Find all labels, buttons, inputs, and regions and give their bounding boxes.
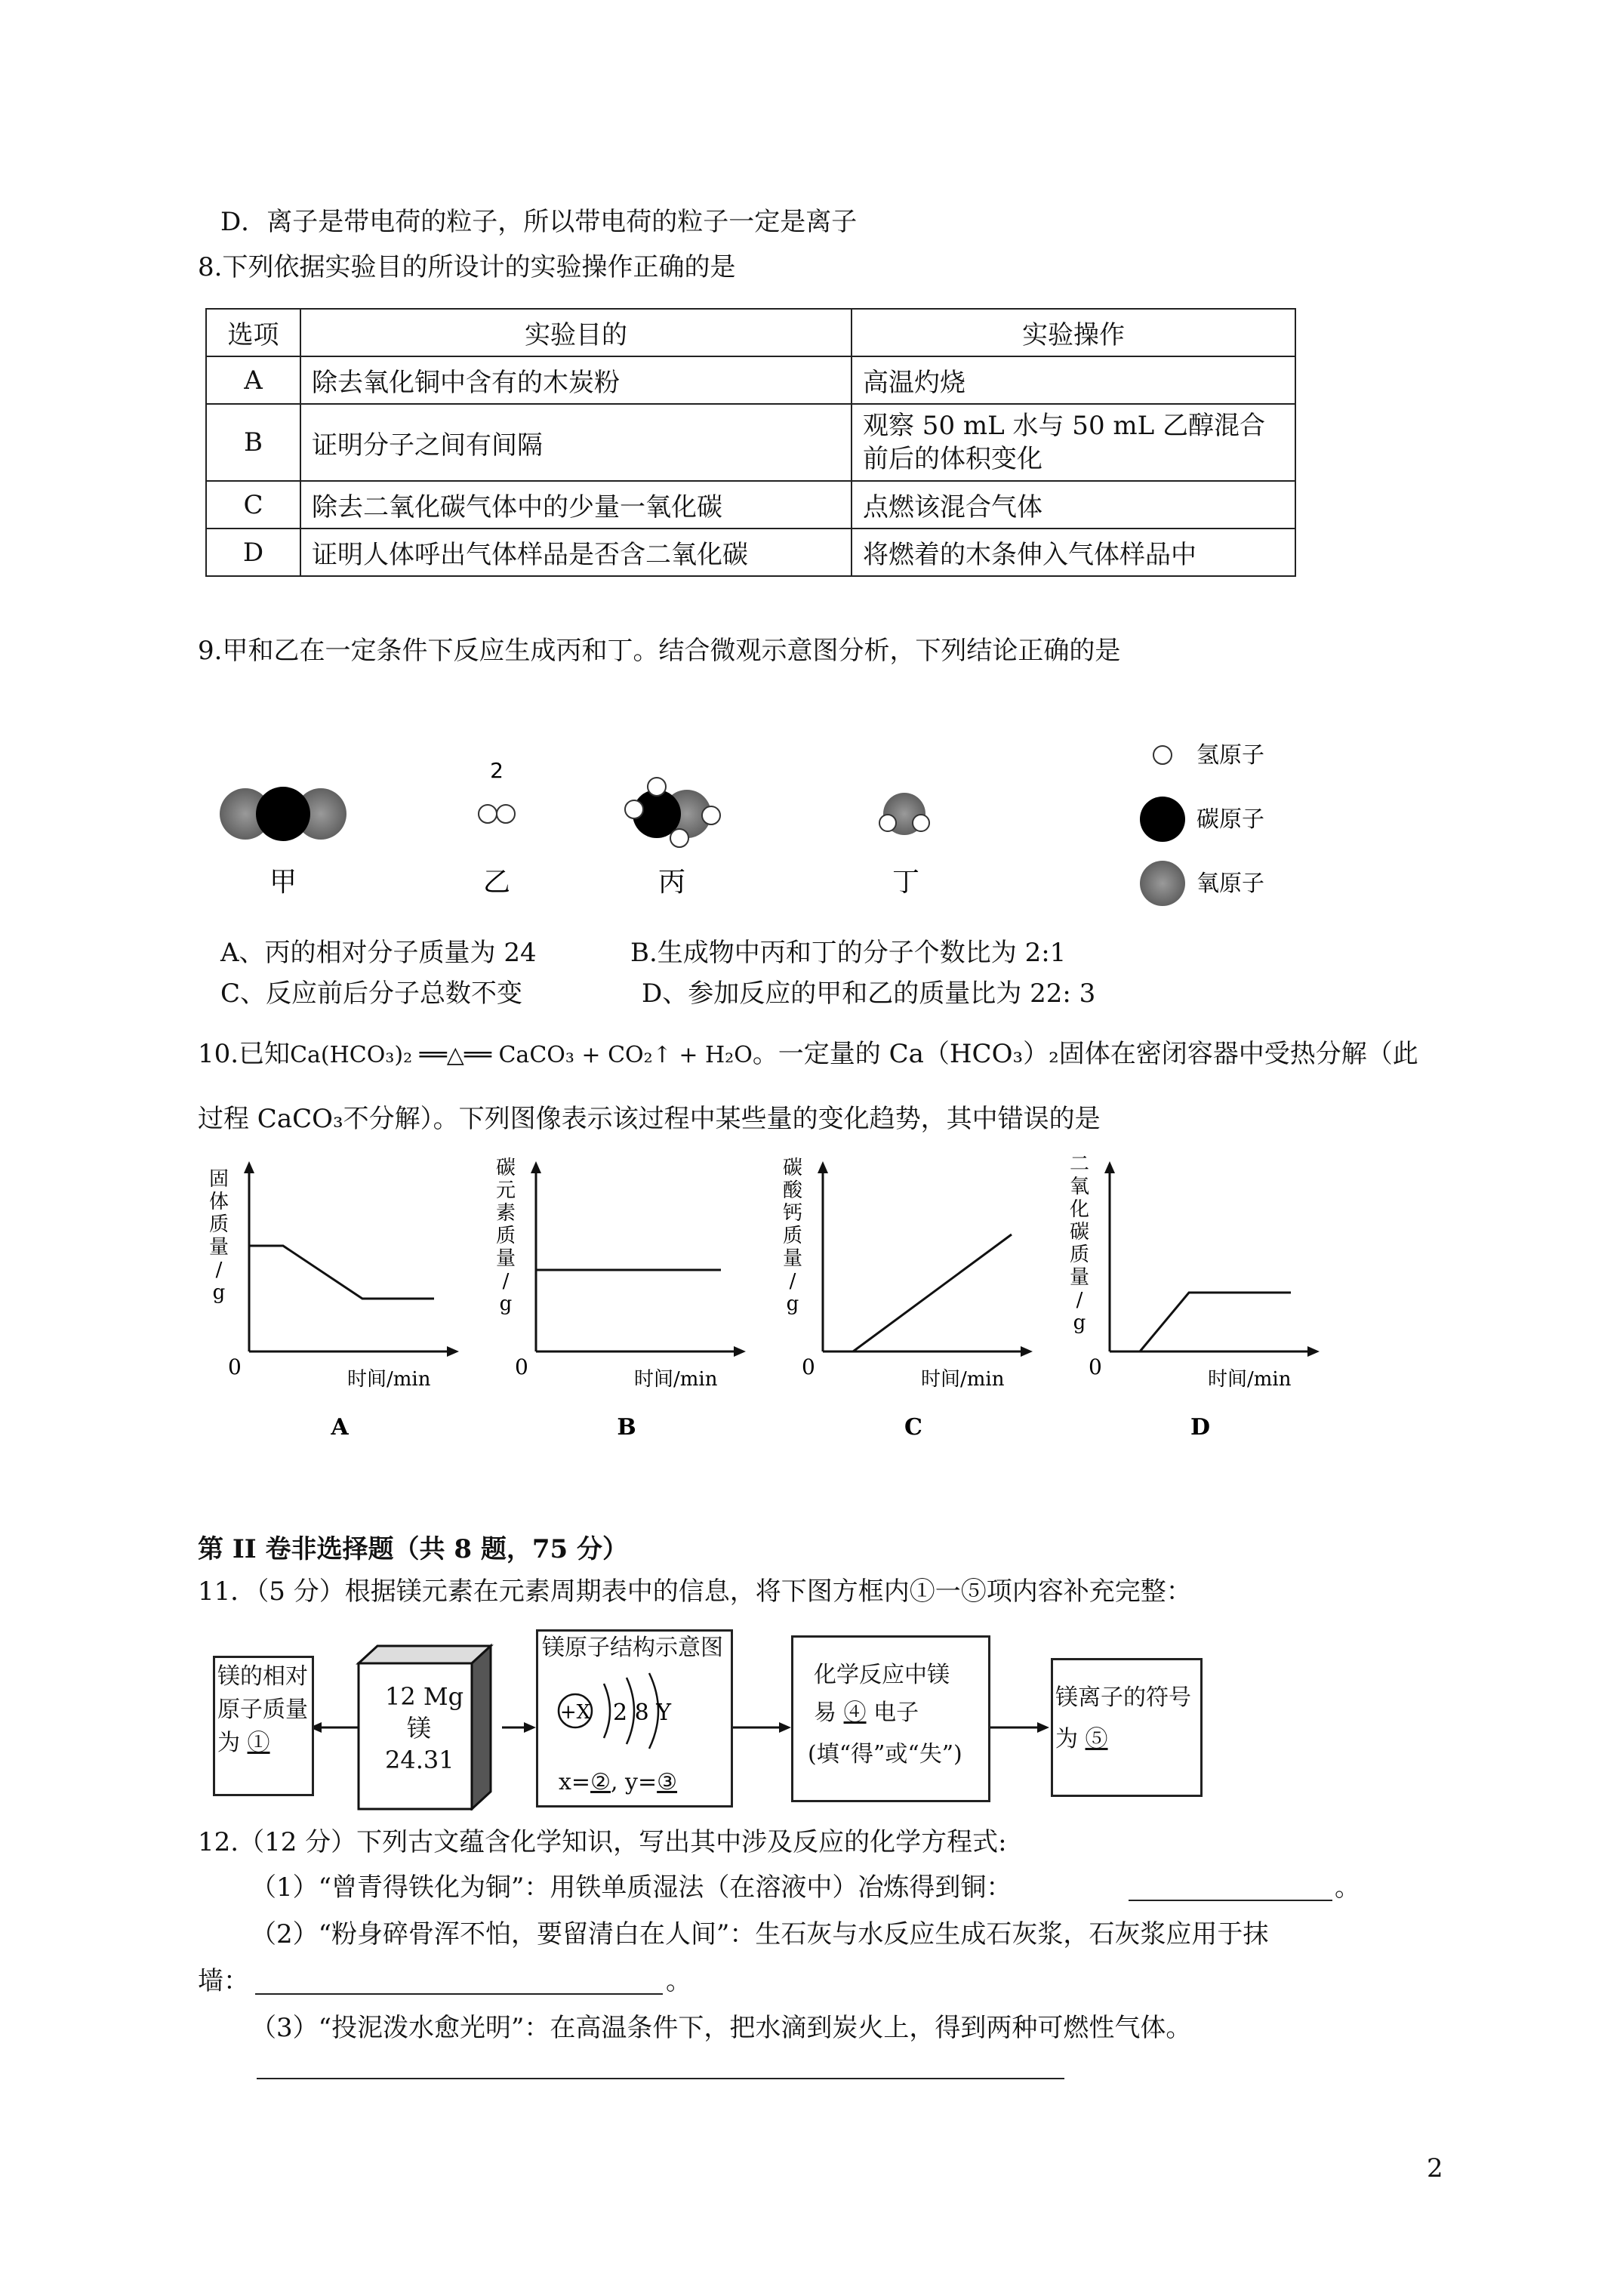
molecule-jia-label: 甲 (269, 867, 297, 898)
q11-box1-label: 为 (217, 1730, 240, 1756)
q8-header-option: 选项 (206, 309, 300, 356)
q10-line2: 过程 CaCO₃不分解）。下列图像表示该过程中某些量的变化趋势，其中错误的是 (198, 1104, 1101, 1134)
q12-part1: （1）“曾青得铁化为铜”：用铁单质湿法（在溶液中）冶炼得到铜： (251, 1872, 1012, 1903)
q12-period-2: 。 (666, 1966, 691, 1996)
q8-stem: 8.下列依据实验目的所设计的实验操作正确的是 (198, 252, 736, 282)
graph-a-xlabel: 时间/min (347, 1368, 431, 1391)
q11-blank-2: ② (590, 1769, 611, 1795)
graph-b (496, 1157, 746, 1441)
graph-b-origin: 0 (515, 1354, 528, 1379)
q8-header-operation: 实验操作 (852, 309, 1295, 356)
q11-box3-title: 镁原子结构示意图 (542, 1635, 723, 1661)
q12-part2: （2）“粉身碎骨浑不怕，要留清白在人间”：生石灰与水反应生成石灰浆，石灰浆应用于抹 (251, 1919, 1269, 1949)
q11-box4-line1: 化学反应中镁 (814, 1662, 950, 1688)
q11-blank-1: ① (247, 1730, 270, 1756)
q8-cell: B (206, 404, 300, 481)
graph-b-xlabel: 时间/min (634, 1368, 718, 1391)
q11-box5-line1: 镁离子的符号 (1055, 1684, 1191, 1711)
q8-cell: 证明分子之间有间隔 (300, 404, 852, 481)
q8-cell: 点燃该混合气体 (852, 481, 1295, 529)
q11-tile-number: 12 Mg (385, 1682, 464, 1711)
graph-b-label: B (617, 1414, 636, 1441)
graph-d-ylabel: 二氧化碳质量/ g (1069, 1155, 1090, 1334)
q11-y-label: , y= (610, 1769, 658, 1795)
graph-a-label: A (331, 1414, 349, 1441)
legend-carbon: 碳原子 (1196, 806, 1264, 833)
q9-stem: 9.甲和乙在一定条件下反应生成丙和丁。结合微观示意图分析，下列结论正确的是 (198, 636, 1121, 666)
q11-box4-easy: 易 (814, 1700, 836, 1726)
q12-answer-line-2[interactable] (255, 1993, 663, 1995)
graph-a-curve (249, 1246, 434, 1299)
q11-diagram (204, 1622, 1246, 1811)
q9-option-c: C、反应前后分子总数不变 (220, 978, 523, 1009)
graph-a-ylabel: 固体质量/ g (208, 1168, 229, 1304)
q8-cell: 将燃着的木条伸入气体样品中 (852, 529, 1295, 576)
q11-atom-structure (544, 1667, 725, 1758)
q9-molecule-diagram (204, 725, 1306, 921)
q11-box5-label: 为 (1055, 1726, 1078, 1752)
molecule-yi (479, 758, 515, 898)
q11-blank-5: ⑤ (1085, 1726, 1108, 1752)
q8-table (205, 308, 1296, 577)
q11-x-label: x= (559, 1769, 591, 1795)
svg-text:2: 2 (490, 758, 504, 783)
table-row (206, 356, 1295, 404)
graph-c-curve (853, 1234, 1012, 1351)
q11-tile-mass: 24.31 (385, 1746, 454, 1774)
graph-d-xlabel: 时间/min (1208, 1368, 1292, 1391)
q11-box1-line3 (217, 1727, 270, 1759)
q11-tile-name: 镁 (406, 1714, 431, 1743)
q11-box1-line1: 镁的相对 (217, 1663, 308, 1690)
q11-box3-xy (559, 1767, 677, 1798)
graph-c (783, 1157, 1033, 1441)
q12-answer-line-1[interactable] (1129, 1900, 1332, 1901)
graph-c-label: C (904, 1414, 922, 1441)
q10-graphs (204, 1155, 1321, 1457)
legend-oxygen: 氧原子 (1196, 871, 1264, 897)
part2-title: 第 II 卷非选择题（共 8 题，75 分） (198, 1534, 628, 1564)
q11-atom-nucleus: +X (559, 1701, 591, 1724)
q8-header-row (206, 309, 1295, 356)
q12-stem: 12.（12 分）下列古文蕴含化学知识，写出其中涉及反应的化学方程式: (198, 1827, 1007, 1857)
q11-box4-electron: 电子 (873, 1700, 919, 1726)
molecule-bing-label: 丙 (658, 867, 686, 898)
graph-b-ylabel: 碳元素质量/ g (495, 1157, 516, 1315)
q12-part2-cont: 墙： (198, 1966, 249, 1996)
q8-cell: 观察 50 mL 水与 50 mL 乙醇混合前后的体积变化 (852, 404, 1295, 481)
q8-cell: 高温灼烧 (852, 356, 1295, 404)
molecule-ding-label: 丁 (892, 867, 920, 898)
q8-header-purpose: 实验目的 (300, 309, 852, 356)
q11-box5-line2 (1055, 1724, 1108, 1755)
q10-prefix: 10.已知 (198, 1039, 291, 1069)
q9-option-d: D、参加反应的甲和乙的质量比为 22: 3 (642, 978, 1096, 1009)
graph-c-ylabel: 碳酸钙质量/ g (782, 1157, 803, 1315)
q11-blank-4: ④ (843, 1700, 867, 1726)
graph-a (209, 1161, 459, 1441)
q10-suffix: 。一定量的 Ca（HCO₃）₂固体在密闭容器中受热分解（此 (752, 1039, 1418, 1069)
legend-hydrogen: 氢原子 (1196, 742, 1264, 769)
q8-cell: 除去氧化铜中含有的木炭粉 (300, 356, 852, 404)
q12-answer-line-3[interactable] (257, 2078, 1064, 2079)
q12-period-1: 。 (1335, 1872, 1360, 1903)
q9-option-b: B.生成物中丙和丁的分子个数比为 2:1 (630, 938, 1067, 968)
molecule-yi-label: 乙 (482, 867, 511, 898)
q8-cell: 除去二氧化碳气体中的少量一氧化碳 (300, 481, 852, 529)
graph-a-origin: 0 (228, 1354, 242, 1379)
graph-c-origin: 0 (802, 1354, 815, 1379)
page-number: 2 (1427, 2153, 1443, 2184)
q11-box1-line2: 原子质量 (217, 1697, 308, 1723)
q11-stem: 11．（5 分）根据镁元素在元素周期表中的信息，将下图方框内①一⑤项内容补充完整： (198, 1576, 1192, 1607)
q11-box4-line3: (填“得”或“失”) (808, 1741, 962, 1767)
table-row (206, 404, 1295, 481)
molecule-bing (625, 778, 720, 898)
graph-d-origin: 0 (1089, 1354, 1102, 1379)
graph-c-xlabel: 时间/min (921, 1368, 1005, 1391)
q10-line1 (198, 1037, 1418, 1072)
q11-box4-line2 (814, 1697, 919, 1729)
q8-cell: D (206, 529, 300, 576)
q11-blank-3: ③ (657, 1769, 678, 1795)
q12-part3: （3）“投泥泼水愈光明”：在高温条件下，把水滴到炭火上，得到两种可燃性气体。 (251, 2013, 1192, 2043)
molecule-jia (220, 787, 346, 898)
q7-option-d: D．离子是带电荷的粒子，所以带电荷的粒子一定是离子 (220, 207, 858, 237)
q8-cell: A (206, 356, 300, 404)
graph-d-label: D (1190, 1414, 1211, 1441)
graph-d-curve (1140, 1293, 1291, 1351)
q8-cell: C (206, 481, 300, 529)
atom-legend (1140, 742, 1264, 906)
q9-option-a: A、丙的相对分子质量为 24 (220, 938, 537, 968)
molecule-ding (879, 793, 929, 898)
q8-cell: 证明人体呼出气体样品是否含二氧化碳 (300, 529, 852, 576)
q11-shells: 2 8 Y (613, 1700, 672, 1726)
q10-equation: Ca(HCO₃)₂ ══△══ CaCO₃ + CO₂↑ + H₂O (290, 1042, 753, 1068)
graph-d (1070, 1155, 1320, 1441)
table-row (206, 481, 1295, 529)
table-row (206, 529, 1295, 576)
